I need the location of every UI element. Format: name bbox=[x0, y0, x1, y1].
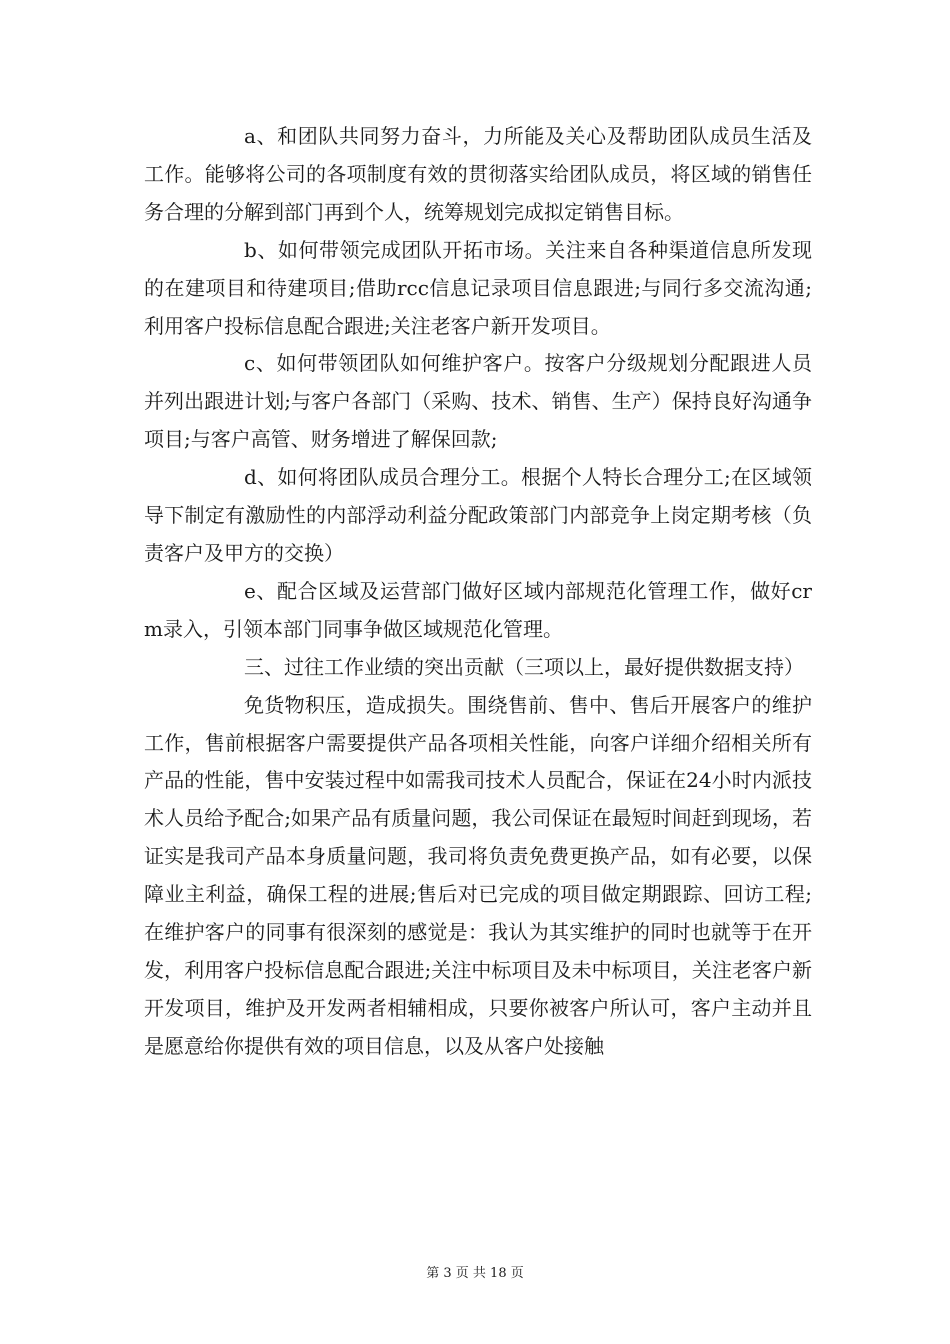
paragraph-achievements: 免货物积压，造成损失。围绕售前、售中、售后开展客户的维护工作，售前根据客户需要提供产品各项相关性能，向客户详细介绍相关所有产品的性能，售中安装过程中如需我司技术人员配合，保证在24小时内派技术人员给予配合;如果产品有质量问题，我公司保证在最短时间赶到现场，若证实是我司产品本身质量问题，我司将负责免费更换产品，如有必要，以保障业主利益，确保工程的进展;售后对已完成的项目做定期跟踪、回访工程;在维护客户的同事有很深刻的感觉是：我认为其实维护的同时也就等于在开发，利用客户投标信息配合跟进;关注中标项目及未中标项目，关注老客户新开发项目，维护及开发两者相辅相成，只要你被客户所认可，客户主动并且是愿意给你提供有效的项目信息，以及从客户处接触 bbox=[144, 692, 812, 1058]
paragraph-e: e、配合区域及运营部门做好区域内部规范化管理工作，做好crm录入，引领本部门同事争做区域规范化管理。 bbox=[144, 578, 812, 641]
section-heading: 三、过往工作业绩的突出贡献（三项以上，最好提供数据支持） bbox=[244, 654, 804, 679]
paragraph-a: a、和团队共同努力奋斗，力所能及关心及帮助团队成员生活及工作。能够将公司的各项制度有效的贯彻落实给团队成员，将区域的销售任务合理的分解到部门再到个人，统筹规划完成拟定销售目标。 bbox=[144, 124, 812, 224]
page-number: 第 3 页 共 18 页 bbox=[426, 1266, 524, 1281]
paragraph-b: b、如何带领完成团队开拓市场。关注来自各种渠道信息所发现的在建项目和待建项目;借助rcc信息记录项目信息跟进;与同行多交流沟通;利用客户投标信息配合跟进;关注老客户新开发项目。 bbox=[144, 237, 812, 338]
document-body bbox=[144, 118, 812, 1066]
paragraph-c: c、如何带领团队如何维护客户。按客户分级规划分配跟进人员并列出跟进计划;与客户各部门（采购、技术、销售、生产）保持良好沟通争项目;与客户高管、财务增进了解保回款; bbox=[144, 351, 812, 452]
paragraph-d: d、如何将团队成员合理分工。根据个人特长合理分工;在区域领导下制定有激励性的内部浮动利益分配政策部门内部竞争上岗定期考核（负责客户及甲方的交换） bbox=[144, 465, 812, 565]
